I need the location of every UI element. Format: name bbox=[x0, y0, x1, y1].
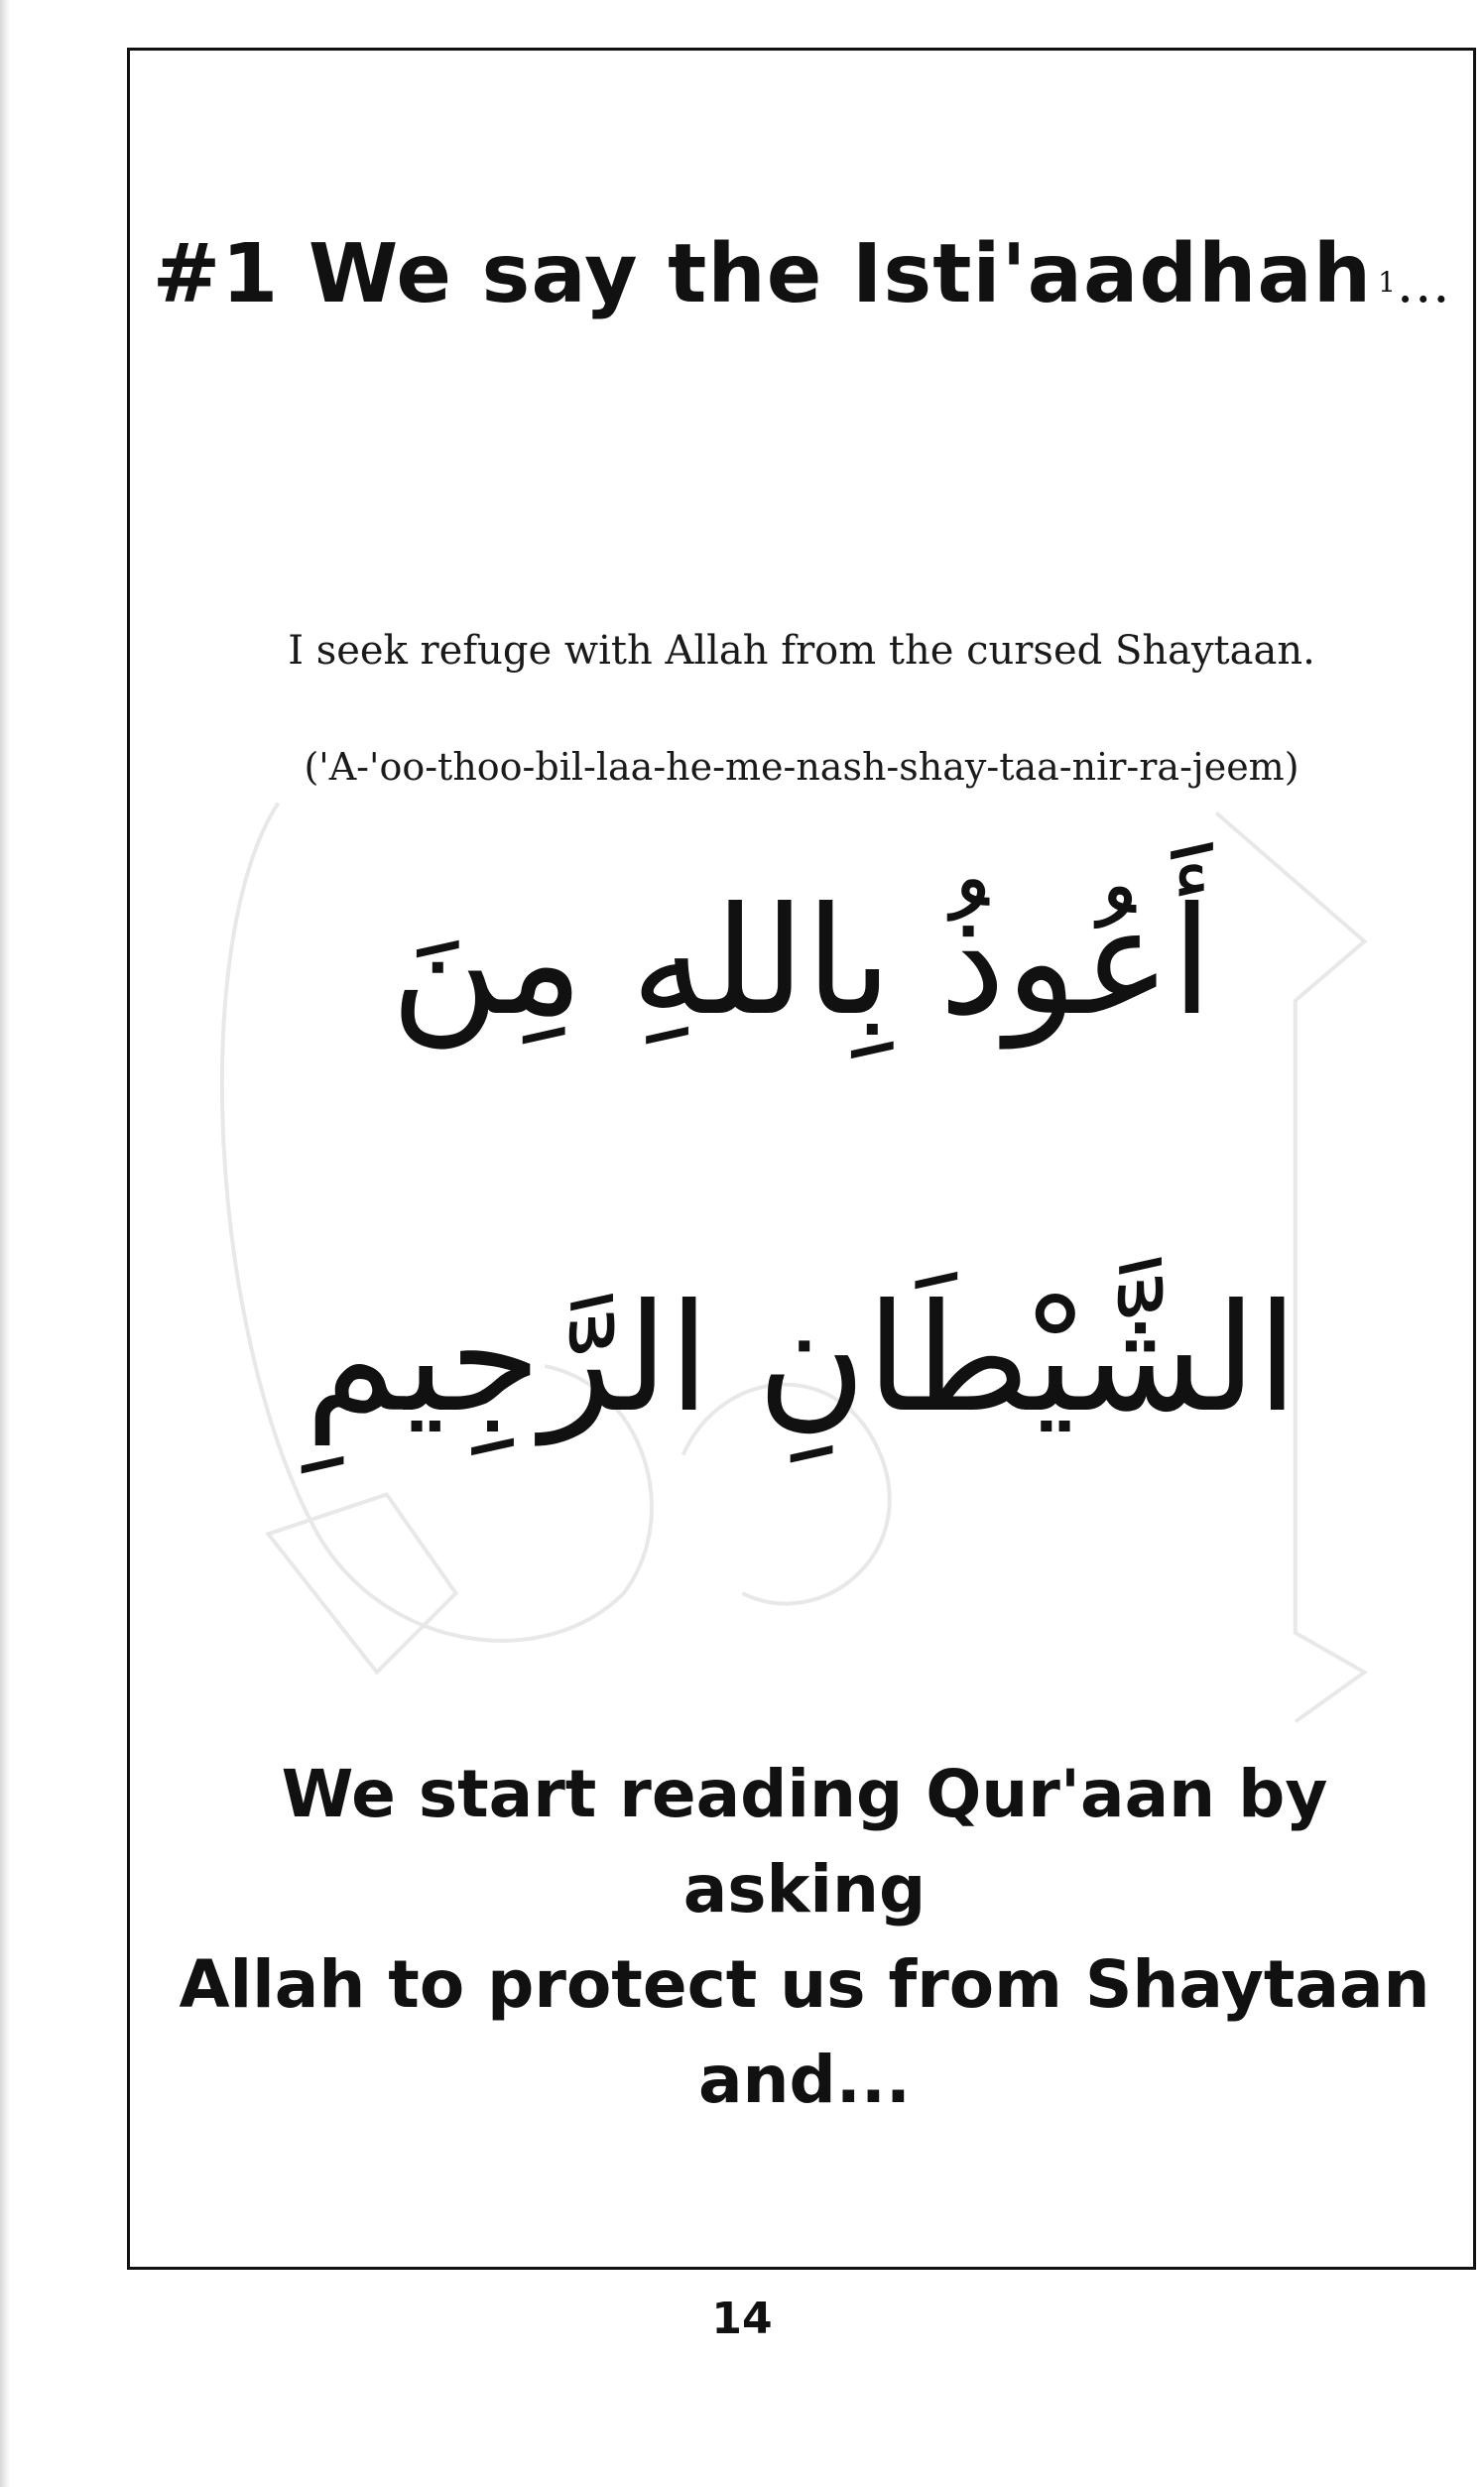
heading-text: #1 We say the Isti'aadhah bbox=[152, 227, 1373, 321]
closing-line-1: We start reading Qur'aan by asking bbox=[281, 1756, 1328, 1927]
heading-ellipsis: ... bbox=[1396, 252, 1451, 314]
arabic-text-line-2: الشَّيْطَانِ الرَّجِيمِ bbox=[305, 1273, 1298, 1445]
page-edge-shadow bbox=[0, 0, 10, 2487]
arabic-text-line-1: أَعُوذُ بِاللهِ مِنَ bbox=[390, 876, 1213, 1049]
closing-line-2: Allah to protect us from Shaytaan bbox=[179, 1946, 1430, 2023]
faint-outline-shape-bottom bbox=[268, 1495, 455, 1673]
english-meaning: I seek refuge with Allah from the cursed Shaytaan. bbox=[288, 628, 1315, 674]
page-number: 14 bbox=[711, 2294, 773, 2344]
closing-text bbox=[170, 1747, 1439, 2128]
footnote-marker: 1 bbox=[1378, 266, 1397, 299]
transliteration: ('A-'oo-thoo-bil-laa-he-me-nash-shay-taa-nir-ra-jeem) bbox=[304, 745, 1299, 789]
closing-line-3: and... bbox=[698, 2042, 911, 2118]
page-heading bbox=[130, 227, 1473, 321]
page-frame bbox=[127, 48, 1476, 2270]
